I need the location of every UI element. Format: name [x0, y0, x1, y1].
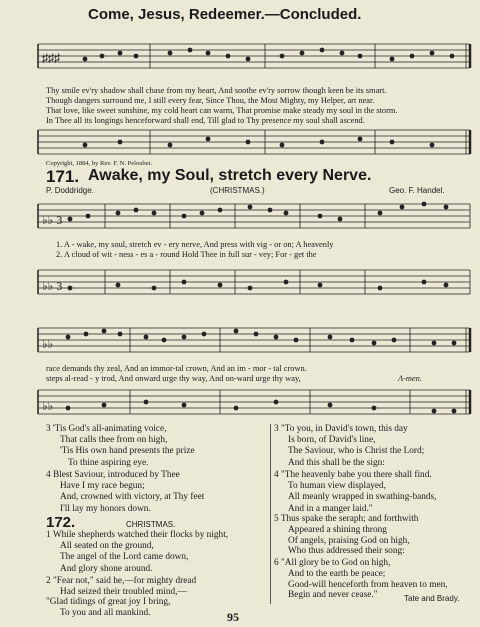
music-staff-top-treble	[30, 36, 475, 80]
verse-171-3: 3 'Tis God's all-animating voice, That calls thee from on high, 'Tis His own hand presents the prize To thine aspiring eye.	[46, 424, 195, 468]
verse-172-6: 6 "All glory be to God on high, And to the earth be peace; Good-will henceforth from heaven to men, Begin and never cease."	[274, 558, 448, 601]
verse-172-2: 2 "Fear not," said he,—for mighty dread Had seized their troubled mind,— "Glad tidings of great joy I bring, To you and all mankind.	[46, 576, 197, 618]
svg-text:♯♯♯: ♯♯♯	[42, 51, 60, 65]
verse-172-5: 5 Thus spake the seraph; and forthwith Appeared a shining throng Of angels, praising God on high, Who thus addressed their song:	[274, 514, 419, 557]
svg-text:♭♭ 3: ♭♭ 3	[42, 213, 63, 227]
hymn-author: P. Doddridge.	[46, 186, 94, 195]
amen-label: A-men.	[398, 374, 422, 383]
attribution: Tate and Brady.	[404, 594, 460, 603]
verse-172-1: 1 While shepherds watched their flocks by night, All seated on the ground, The angel of the Lord came down, And glory shone around.	[46, 530, 229, 574]
page-number: 95	[227, 610, 239, 624]
lyric-line: In Thee all its longings henceforward shall end, Till glad to Thy presence my soul shall ascend.	[46, 116, 365, 125]
music-staff-171-treble-1	[30, 194, 475, 236]
lyric-line-verse-1: race demands thy zeal, And an immor-tal crown, And an im - mor - tal crown.	[46, 364, 307, 373]
svg-text:♭♭: ♭♭	[42, 337, 54, 351]
music-staff-171-bass-1	[30, 258, 475, 302]
music-staff-top-bass	[30, 126, 475, 160]
verse-172-3: 3 "To you, in David's town, this day Is born, of David's line, The Saviour, who is Christ the Lord; And this shall be the sign:	[274, 424, 425, 468]
lyric-line-verse-2: steps al-read - y trod, And onward urge thy way, And on-ward urge thy way,	[46, 374, 301, 383]
hymn-number: 171.	[46, 167, 80, 186]
lyric-line-verse-1: 1. A - wake, my soul, stretch ev - ery nerve, And press with vig - or on; A heavenly	[56, 240, 334, 249]
hymn-title: Awake, my Soul, stretch every Nerve.	[88, 167, 372, 184]
svg-text:♭♭: ♭♭	[42, 399, 54, 413]
hymn-composer: Geo. F. Handel.	[389, 186, 445, 195]
lyric-line: Thy smile ev'ry shadow shall chase from my heart, And soothe ev'ry sorrow though keen be its smart.	[46, 86, 387, 95]
lyric-line: Though dangers surround me, I still every fear, Since Thou, the Most Mighty, my Helper, art near.	[46, 96, 375, 105]
svg-text:♭♭ 3: ♭♭ 3	[42, 279, 63, 293]
hymn-tune-name: CHRISTMAS.	[126, 520, 176, 529]
music-staff-171-treble-2	[30, 318, 475, 360]
verse-171-4: 4 Blest Saviour, introduced by Thee Have I my race begun; And, crowned with victory, at Thy feet I'll lay my honors down.	[46, 470, 205, 514]
copyright-note: Copyright, 1884, by Rev. F. N. Peloubet.	[46, 160, 152, 167]
column-divider	[270, 424, 271, 604]
lyric-line: That love, like sweet sunshine, my cold heart can warm, That promise make steady my soul in the storm.	[46, 106, 398, 115]
hymn-title-top: Come, Jesus, Redeemer.—Concluded.	[88, 6, 362, 23]
hymn-tune-name: (CHRISTMAS.)	[210, 186, 265, 195]
lyric-line-verse-2: 2. A cloud of wit - ness - es a - round Hold Thee in full sur - vey; For - get the	[56, 250, 317, 259]
music-staff-171-bass-2	[30, 382, 475, 422]
verse-172-4: 4 "The heavenly babe you there shall find. To human view displayed, All meanly wrapped in swathing-bands, And in a manger laid."	[274, 470, 437, 514]
hymn-number: 172.	[46, 514, 76, 531]
